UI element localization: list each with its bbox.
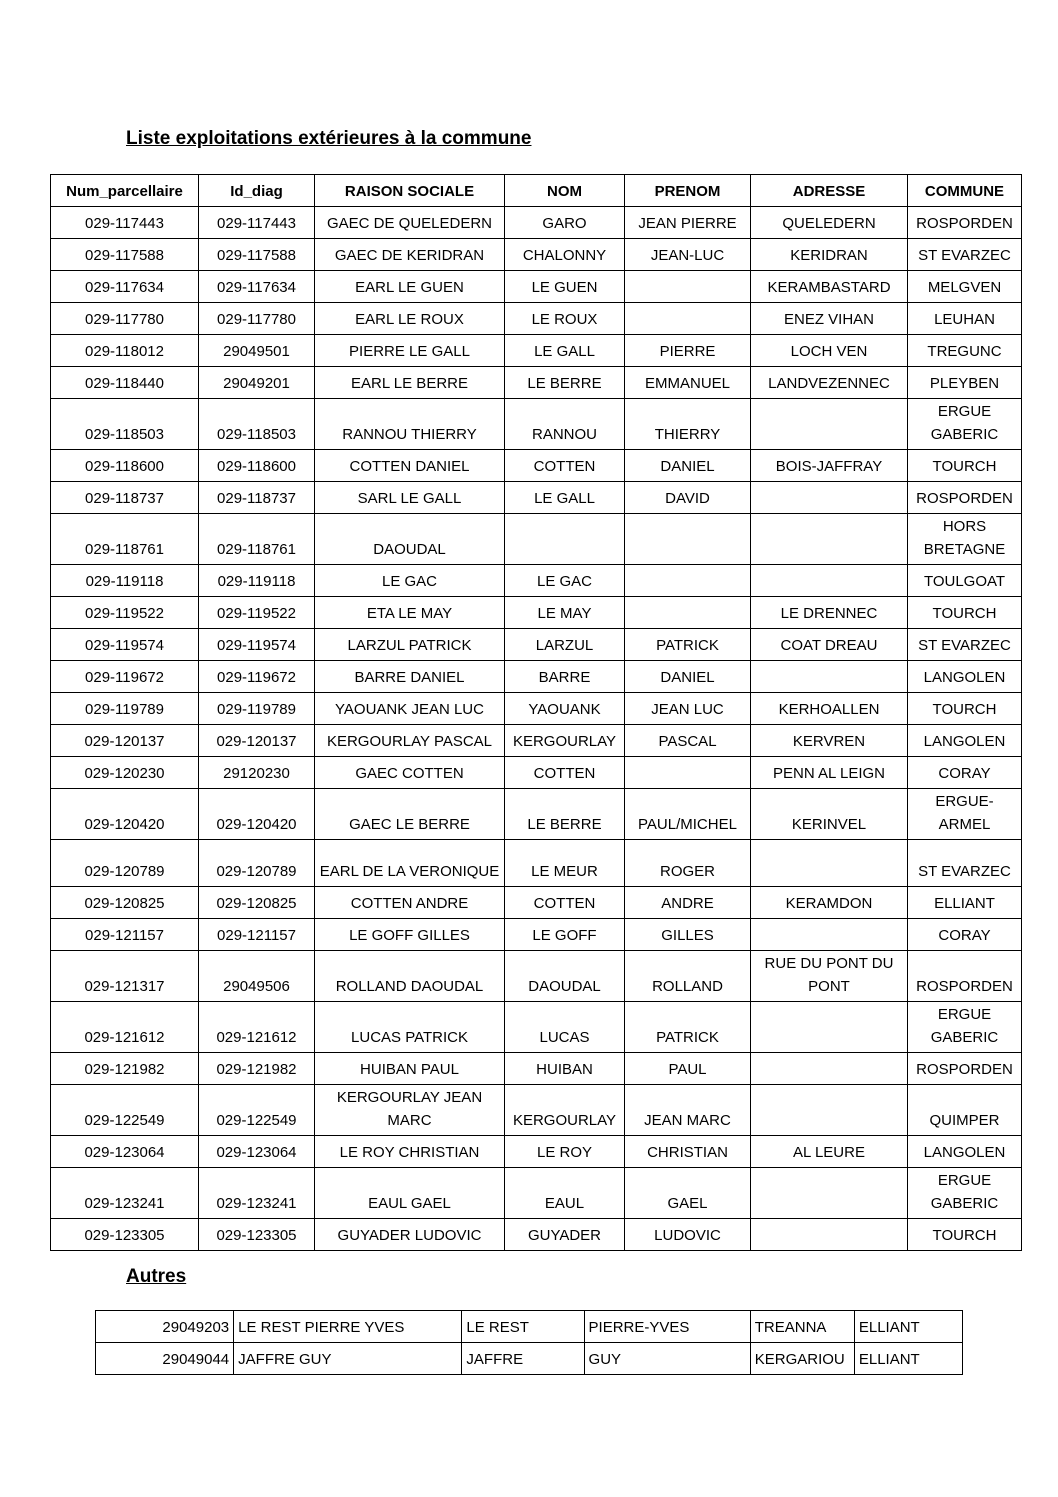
- table-cell: 029-117443: [199, 207, 315, 239]
- table-cell: LANDVEZENNEC: [751, 367, 908, 399]
- table-cell: 029-121612: [51, 1002, 199, 1053]
- table-cell: KERINVEL: [751, 789, 908, 840]
- table-cell: KERGOURLAY: [505, 1085, 625, 1136]
- table-cell: PLEYBEN: [908, 367, 1022, 399]
- table-cell: ST EVARZEC: [908, 840, 1022, 887]
- table-cell: 029-119522: [51, 597, 199, 629]
- column-header: NOM: [505, 175, 625, 207]
- table-cell: 29049506: [199, 951, 315, 1002]
- table-row: [51, 725, 1022, 757]
- table-cell: [625, 271, 751, 303]
- table-cell: 029-118761: [199, 514, 315, 565]
- table-cell: 029-120420: [199, 789, 315, 840]
- table-row: [51, 919, 1022, 951]
- table-cell: LE MAY: [505, 597, 625, 629]
- table-cell: ROGER: [625, 840, 751, 887]
- table-cell: GUYADER LUDOVIC: [315, 1219, 505, 1251]
- exploitations-table: [50, 174, 1022, 1251]
- table-cell: DANIEL: [625, 450, 751, 482]
- table-cell: 029-119522: [199, 597, 315, 629]
- table-cell: DAVID: [625, 482, 751, 514]
- table-cell: 029-119672: [199, 661, 315, 693]
- table-row: [96, 1311, 963, 1343]
- table-cell: EARL LE GUEN: [315, 271, 505, 303]
- table-cell: KERHOALLEN: [751, 693, 908, 725]
- table-cell: 029-120789: [199, 840, 315, 887]
- table-cell: LE ROUX: [505, 303, 625, 335]
- table-cell: 029-120230: [51, 757, 199, 789]
- table-cell: RANNOU THIERRY: [315, 399, 505, 450]
- table-cell: 029-121982: [199, 1053, 315, 1085]
- table-cell: 029-117588: [199, 239, 315, 271]
- table-cell: 029-121612: [199, 1002, 315, 1053]
- table-cell: 029-118761: [51, 514, 199, 565]
- table-row: [51, 450, 1022, 482]
- column-header: RAISON SOCIALE: [315, 175, 505, 207]
- table-row: [51, 514, 1022, 565]
- table-row: [51, 951, 1022, 1002]
- table-cell: JEAN MARC: [625, 1085, 751, 1136]
- table-cell: TOURCH: [908, 597, 1022, 629]
- table-cell: 029-120137: [51, 725, 199, 757]
- table-cell: [751, 565, 908, 597]
- column-header: Num_parcellaire: [51, 175, 199, 207]
- table-cell: [751, 514, 908, 565]
- table-cell: RUE DU PONT DU PONT: [751, 951, 908, 1002]
- table-cell: KERGARIOU: [750, 1343, 854, 1375]
- table-cell: TOURCH: [908, 693, 1022, 725]
- table-cell: LANGOLEN: [908, 1136, 1022, 1168]
- table-cell: 029-118503: [51, 399, 199, 450]
- table-cell: JAFFRE GUY: [234, 1343, 462, 1375]
- table-cell: 029-118600: [51, 450, 199, 482]
- table-cell: ERGUE GABERIC: [908, 399, 1022, 450]
- table-cell: 029-123305: [51, 1219, 199, 1251]
- table-cell: YAOUANK: [505, 693, 625, 725]
- table-cell: LARZUL: [505, 629, 625, 661]
- table-cell: 029-120789: [51, 840, 199, 887]
- table-cell: LE GALL: [505, 335, 625, 367]
- table-cell: COTTEN ANDRE: [315, 887, 505, 919]
- table-cell: 029-117588: [51, 239, 199, 271]
- table-cell: CHALONNY: [505, 239, 625, 271]
- table-cell: GAEC LE BERRE: [315, 789, 505, 840]
- table-cell: TREANNA: [750, 1311, 854, 1343]
- table-cell: 29049203: [96, 1311, 234, 1343]
- table-cell: LE BERRE: [505, 367, 625, 399]
- table-cell: 29049201: [199, 367, 315, 399]
- table-cell: KERAMBASTARD: [751, 271, 908, 303]
- table-row: [51, 1053, 1022, 1085]
- table-row: [51, 399, 1022, 450]
- table-cell: [751, 1168, 908, 1219]
- table-cell: PIERRE LE GALL: [315, 335, 505, 367]
- table-row: [51, 482, 1022, 514]
- table-row: [51, 207, 1022, 239]
- table-row: [51, 661, 1022, 693]
- table-cell: LUCAS: [505, 1002, 625, 1053]
- page-title: Liste exploitations extérieures à la commune: [126, 128, 532, 149]
- table-cell: BARRE DANIEL: [315, 661, 505, 693]
- table-row: [51, 629, 1022, 661]
- table-cell: GAEC DE KERIDRAN: [315, 239, 505, 271]
- table-cell: CHRISTIAN: [625, 1136, 751, 1168]
- table-cell: [751, 1002, 908, 1053]
- table-cell: COTTEN: [505, 450, 625, 482]
- table-cell: 029-123241: [51, 1168, 199, 1219]
- table-cell: KERVREN: [751, 725, 908, 757]
- table-cell: 029-121982: [51, 1053, 199, 1085]
- table-cell: 029-119574: [51, 629, 199, 661]
- table-cell: GAEC DE QUELEDERN: [315, 207, 505, 239]
- table-cell: LE DRENNEC: [751, 597, 908, 629]
- table-cell: COTTEN: [505, 887, 625, 919]
- table-cell: LANGOLEN: [908, 725, 1022, 757]
- table-cell: ANDRE: [625, 887, 751, 919]
- table-cell: 029-119789: [199, 693, 315, 725]
- table-cell: 029-120825: [199, 887, 315, 919]
- table-row: [51, 757, 1022, 789]
- table-cell: 029-118737: [199, 482, 315, 514]
- table-cell: COAT DREAU: [751, 629, 908, 661]
- table-cell: GILLES: [625, 919, 751, 951]
- table-cell: LE REST PIERRE YVES: [234, 1311, 462, 1343]
- table-cell: CORAY: [908, 757, 1022, 789]
- table-cell: JEAN-LUC: [625, 239, 751, 271]
- table-cell: QUIMPER: [908, 1085, 1022, 1136]
- table-cell: CORAY: [908, 919, 1022, 951]
- table-cell: LE BERRE: [505, 789, 625, 840]
- table-cell: LE GALL: [505, 482, 625, 514]
- table-cell: [625, 514, 751, 565]
- table-cell: BARRE: [505, 661, 625, 693]
- table-row: [51, 1219, 1022, 1251]
- table-cell: 029-118440: [51, 367, 199, 399]
- table-cell: ELLIANT: [854, 1343, 962, 1375]
- table-row: [51, 789, 1022, 840]
- table-cell: HORS BRETAGNE: [908, 514, 1022, 565]
- table-cell: ROSPORDEN: [908, 1053, 1022, 1085]
- table-cell: DAOUDAL: [505, 951, 625, 1002]
- table-row: [51, 1168, 1022, 1219]
- table-cell: GAEL: [625, 1168, 751, 1219]
- table-cell: TOULGOAT: [908, 565, 1022, 597]
- table-cell: LUCAS PATRICK: [315, 1002, 505, 1053]
- table-cell: 029-118600: [199, 450, 315, 482]
- table-cell: EARL LE BERRE: [315, 367, 505, 399]
- table-cell: [751, 919, 908, 951]
- table-cell: LE ROY CHRISTIAN: [315, 1136, 505, 1168]
- table-cell: GUYADER: [505, 1219, 625, 1251]
- table-row: [51, 239, 1022, 271]
- table-cell: LE GUEN: [505, 271, 625, 303]
- table-cell: GAEC COTTEN: [315, 757, 505, 789]
- table-cell: ETA LE MAY: [315, 597, 505, 629]
- table-cell: DANIEL: [625, 661, 751, 693]
- table-cell: EARL LE ROUX: [315, 303, 505, 335]
- table-cell: ERGUE-ARMEL: [908, 789, 1022, 840]
- table-cell: 029-118503: [199, 399, 315, 450]
- table-cell: [625, 303, 751, 335]
- table-cell: KERAMDON: [751, 887, 908, 919]
- table-cell: PATRICK: [625, 1002, 751, 1053]
- table-row: [51, 565, 1022, 597]
- table-row: [51, 1085, 1022, 1136]
- autres-table: [95, 1310, 963, 1375]
- table-cell: [751, 399, 908, 450]
- table-cell: ROSPORDEN: [908, 951, 1022, 1002]
- table-cell: 029-119574: [199, 629, 315, 661]
- column-header: ADRESSE: [751, 175, 908, 207]
- table-cell: 029-117780: [199, 303, 315, 335]
- table-cell: [751, 840, 908, 887]
- table-cell: LUDOVIC: [625, 1219, 751, 1251]
- column-header: PRENOM: [625, 175, 751, 207]
- table-cell: 029-118737: [51, 482, 199, 514]
- table-cell: [625, 597, 751, 629]
- table-cell: GUY: [584, 1343, 750, 1375]
- table-cell: ERGUE GABERIC: [908, 1002, 1022, 1053]
- table-cell: PAUL: [625, 1053, 751, 1085]
- table-cell: 029-118012: [51, 335, 199, 367]
- table-cell: ERGUE GABERIC: [908, 1168, 1022, 1219]
- table-cell: EARL DE LA VERONIQUE: [315, 840, 505, 887]
- table-cell: [751, 1085, 908, 1136]
- table-cell: EAUL: [505, 1168, 625, 1219]
- table-cell: ENEZ VIHAN: [751, 303, 908, 335]
- table-cell: PIERRE-YVES: [584, 1311, 750, 1343]
- table-row: [51, 597, 1022, 629]
- table-cell: 029-119118: [51, 565, 199, 597]
- table-cell: 029-123064: [51, 1136, 199, 1168]
- table-row: [51, 367, 1022, 399]
- table-cell: LE MEUR: [505, 840, 625, 887]
- table-cell: EMMANUEL: [625, 367, 751, 399]
- table-cell: 029-121317: [51, 951, 199, 1002]
- table-cell: 029-120137: [199, 725, 315, 757]
- table-cell: PIERRE: [625, 335, 751, 367]
- table-row: [51, 303, 1022, 335]
- table-cell: 029-122549: [51, 1085, 199, 1136]
- table-cell: [751, 482, 908, 514]
- table-cell: SARL LE GALL: [315, 482, 505, 514]
- table-cell: 029-117634: [199, 271, 315, 303]
- table-cell: 029-117443: [51, 207, 199, 239]
- table-cell: ELLIANT: [854, 1311, 962, 1343]
- table-cell: 029-120420: [51, 789, 199, 840]
- table-cell: JEAN LUC: [625, 693, 751, 725]
- table-cell: BOIS-JAFFRAY: [751, 450, 908, 482]
- table-cell: YAOUANK JEAN LUC: [315, 693, 505, 725]
- table-row: [51, 335, 1022, 367]
- table-cell: 29049044: [96, 1343, 234, 1375]
- table-cell: ELLIANT: [908, 887, 1022, 919]
- table-cell: 029-121157: [51, 919, 199, 951]
- table-cell: THIERRY: [625, 399, 751, 450]
- table-cell: EAUL GAEL: [315, 1168, 505, 1219]
- table-cell: KERGOURLAY: [505, 725, 625, 757]
- table-cell: 029-121157: [199, 919, 315, 951]
- table-row: [51, 271, 1022, 303]
- table-cell: 029-120825: [51, 887, 199, 919]
- table-row: [51, 840, 1022, 887]
- table-cell: 29120230: [199, 757, 315, 789]
- table-cell: LOCH VEN: [751, 335, 908, 367]
- table-cell: JAFFRE: [462, 1343, 584, 1375]
- table-cell: [505, 514, 625, 565]
- table-cell: LANGOLEN: [908, 661, 1022, 693]
- table-cell: MELGVEN: [908, 271, 1022, 303]
- table-cell: LARZUL PATRICK: [315, 629, 505, 661]
- table-cell: 029-119672: [51, 661, 199, 693]
- table-cell: DAOUDAL: [315, 514, 505, 565]
- table-row: [51, 1136, 1022, 1168]
- table-cell: QUELEDERN: [751, 207, 908, 239]
- table-cell: 029-123305: [199, 1219, 315, 1251]
- table-cell: TOURCH: [908, 450, 1022, 482]
- column-header: Id_diag: [199, 175, 315, 207]
- table-cell: LE GAC: [505, 565, 625, 597]
- table-cell: ST EVARZEC: [908, 239, 1022, 271]
- table-cell: PENN AL LEIGN: [751, 757, 908, 789]
- table-cell: ROSPORDEN: [908, 207, 1022, 239]
- table-cell: LE ROY: [505, 1136, 625, 1168]
- table-cell: [751, 661, 908, 693]
- table-cell: LE GOFF GILLES: [315, 919, 505, 951]
- column-header: COMMUNE: [908, 175, 1022, 207]
- table-cell: HUIBAN PAUL: [315, 1053, 505, 1085]
- table-cell: PASCAL: [625, 725, 751, 757]
- table-cell: KERIDRAN: [751, 239, 908, 271]
- table-cell: 029-123064: [199, 1136, 315, 1168]
- table-cell: 029-117634: [51, 271, 199, 303]
- table-cell: 029-119789: [51, 693, 199, 725]
- table-cell: KERGOURLAY PASCAL: [315, 725, 505, 757]
- table-cell: ROSPORDEN: [908, 482, 1022, 514]
- table-cell: 029-117780: [51, 303, 199, 335]
- table-cell: KERGOURLAY JEAN MARC: [315, 1085, 505, 1136]
- table-row: [51, 693, 1022, 725]
- table-cell: 029-122549: [199, 1085, 315, 1136]
- table-cell: ROLLAND DAOUDAL: [315, 951, 505, 1002]
- table-cell: [625, 757, 751, 789]
- table-cell: [751, 1219, 908, 1251]
- table-cell: PATRICK: [625, 629, 751, 661]
- table-cell: LEUHAN: [908, 303, 1022, 335]
- table-cell: ST EVARZEC: [908, 629, 1022, 661]
- table-cell: AL LEURE: [751, 1136, 908, 1168]
- table-cell: COTTEN DANIEL: [315, 450, 505, 482]
- table-cell: PAUL/MICHEL: [625, 789, 751, 840]
- table-cell: LE GAC: [315, 565, 505, 597]
- table-cell: 029-119118: [199, 565, 315, 597]
- table-cell: JEAN PIERRE: [625, 207, 751, 239]
- autres-title: Autres: [126, 1266, 187, 1287]
- table-cell: TOURCH: [908, 1219, 1022, 1251]
- table-cell: COTTEN: [505, 757, 625, 789]
- table-row: [51, 887, 1022, 919]
- table-cell: 29049501: [199, 335, 315, 367]
- table-cell: LE GOFF: [505, 919, 625, 951]
- table-cell: HUIBAN: [505, 1053, 625, 1085]
- table-cell: [751, 1053, 908, 1085]
- table-cell: LE REST: [462, 1311, 584, 1343]
- table-header-row: [51, 175, 1022, 207]
- table-cell: 029-123241: [199, 1168, 315, 1219]
- table-cell: RANNOU: [505, 399, 625, 450]
- table-cell: ROLLAND: [625, 951, 751, 1002]
- table-row: [51, 1002, 1022, 1053]
- table-row: [96, 1343, 963, 1375]
- table-cell: [625, 565, 751, 597]
- table-cell: GARO: [505, 207, 625, 239]
- table-cell: TREGUNC: [908, 335, 1022, 367]
